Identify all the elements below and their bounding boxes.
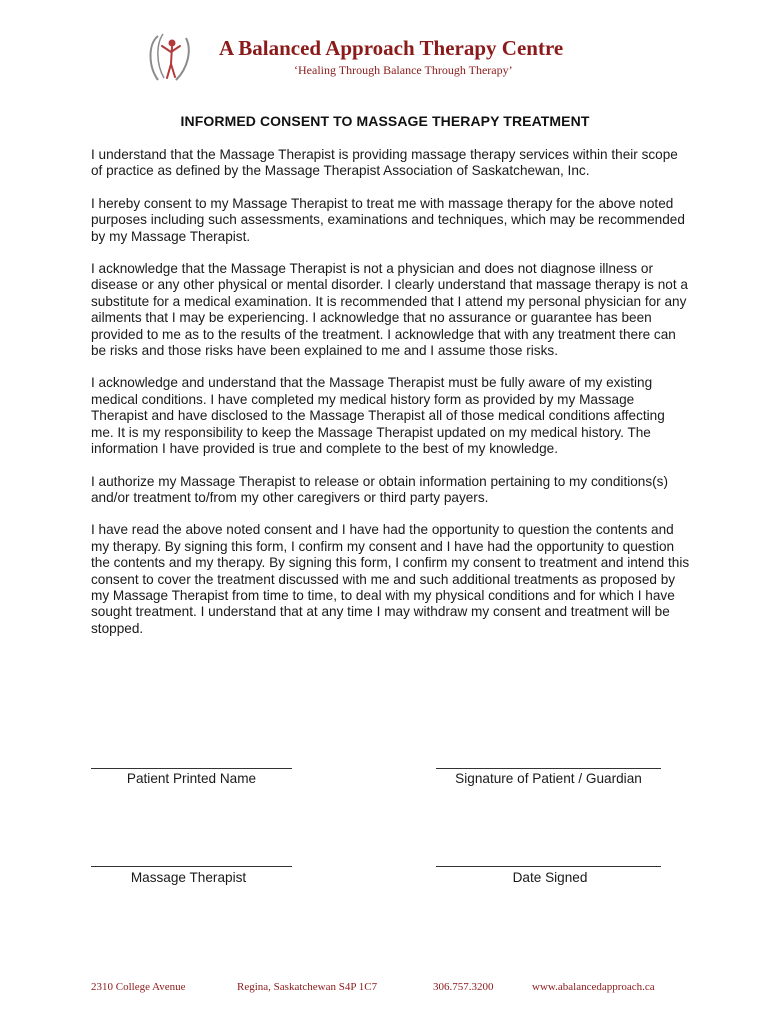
footer-phone: 306.757.3200 [433, 981, 494, 993]
patient-signature-label: Signature of Patient / Guardian [455, 771, 642, 786]
paragraph-medical-conditions: I acknowledge and understand that the Massage Therapist must be fully aware of my existing medical conditions. I have completed my medical history form as provided by my Massage Therapist and have disclosed to the Massage Therapist all of those medical conditions affecting me. It is my responsibility to keep the Massage Therapist updated on my medical history. The information I have provided is true and complete to the best of my knowledge. [91, 375, 665, 457]
patient-name-line[interactable] [91, 768, 292, 769]
paragraph-authorization: I authorize my Massage Therapist to release or obtain information pertaining to my conditions(s) and/or treatment to/from my other caregivers or third party payers. [91, 473, 669, 505]
organization-tagline: ‘Healing Through Balance Through Therapy’ [294, 63, 513, 77]
balanced-figure-logo-icon [146, 30, 196, 86]
paragraph-scope: I understand that the Massage Therapist is providing massage therapy services within their scope of practice as defined by the Massage Therapist Association of Saskatchewan, Inc. [91, 147, 678, 179]
paragraph-consent: I hereby consent to my Massage Therapist to treat me with massage therapy for the above noted purposes including such assessments, examinations and techniques, which may be recommended by my Massage Therapist. [91, 195, 685, 244]
date-signed-label: Date Signed [512, 870, 588, 885]
patient-name-label: Patient Printed Name [126, 771, 257, 786]
footer-city: Regina, Saskatchewan S4P 1C7 [237, 981, 378, 993]
patient-signature-line[interactable] [436, 768, 661, 769]
footer-website[interactable]: www.abalancedapproach.ca [532, 981, 655, 993]
footer-address: 2310 College Avenue [91, 981, 186, 993]
paragraph-acknowledgement: I have read the above noted consent and I have had the opportunity to question the contents and my therapy. By signing this form, I confirm my consent and I have had the opportunity to question the contents and my therapy. By signing this form, I confirm my consent to treatment and intend this consent to cover the treatment discussed with me and such additional treatments as proposed by my Massage Therapist from time to time, to deal with my physical conditions and for which I have sought treatment. I understand that at any time I may withdraw my consent and treatment will be stopped. [91, 522, 690, 636]
therapist-line[interactable] [91, 866, 292, 867]
consent-body [91, 147, 691, 653]
paragraph-not-physician: I acknowledge that the Massage Therapist is not a physician and does not diagnose illness or disease or any other physical or mental disorder. I clearly understand that massage therapy is not a substitute for a medical examination. It is recommended that I attend my personal physician for any ailments that I may be experiencing. I acknowledge that no assurance or guarantee has been provided to me as to the results of the treatment. I acknowledge that with any treatment there can be risks and those risks have been explained to me and I assume those risks. [91, 261, 688, 359]
date-line[interactable] [436, 866, 661, 867]
document-title: INFORMED CONSENT TO MASSAGE THERAPY TREATMENT [180, 113, 590, 129]
organization-name: A Balanced Approach Therapy Centre [219, 36, 564, 60]
therapist-label: Massage Therapist [130, 870, 247, 885]
